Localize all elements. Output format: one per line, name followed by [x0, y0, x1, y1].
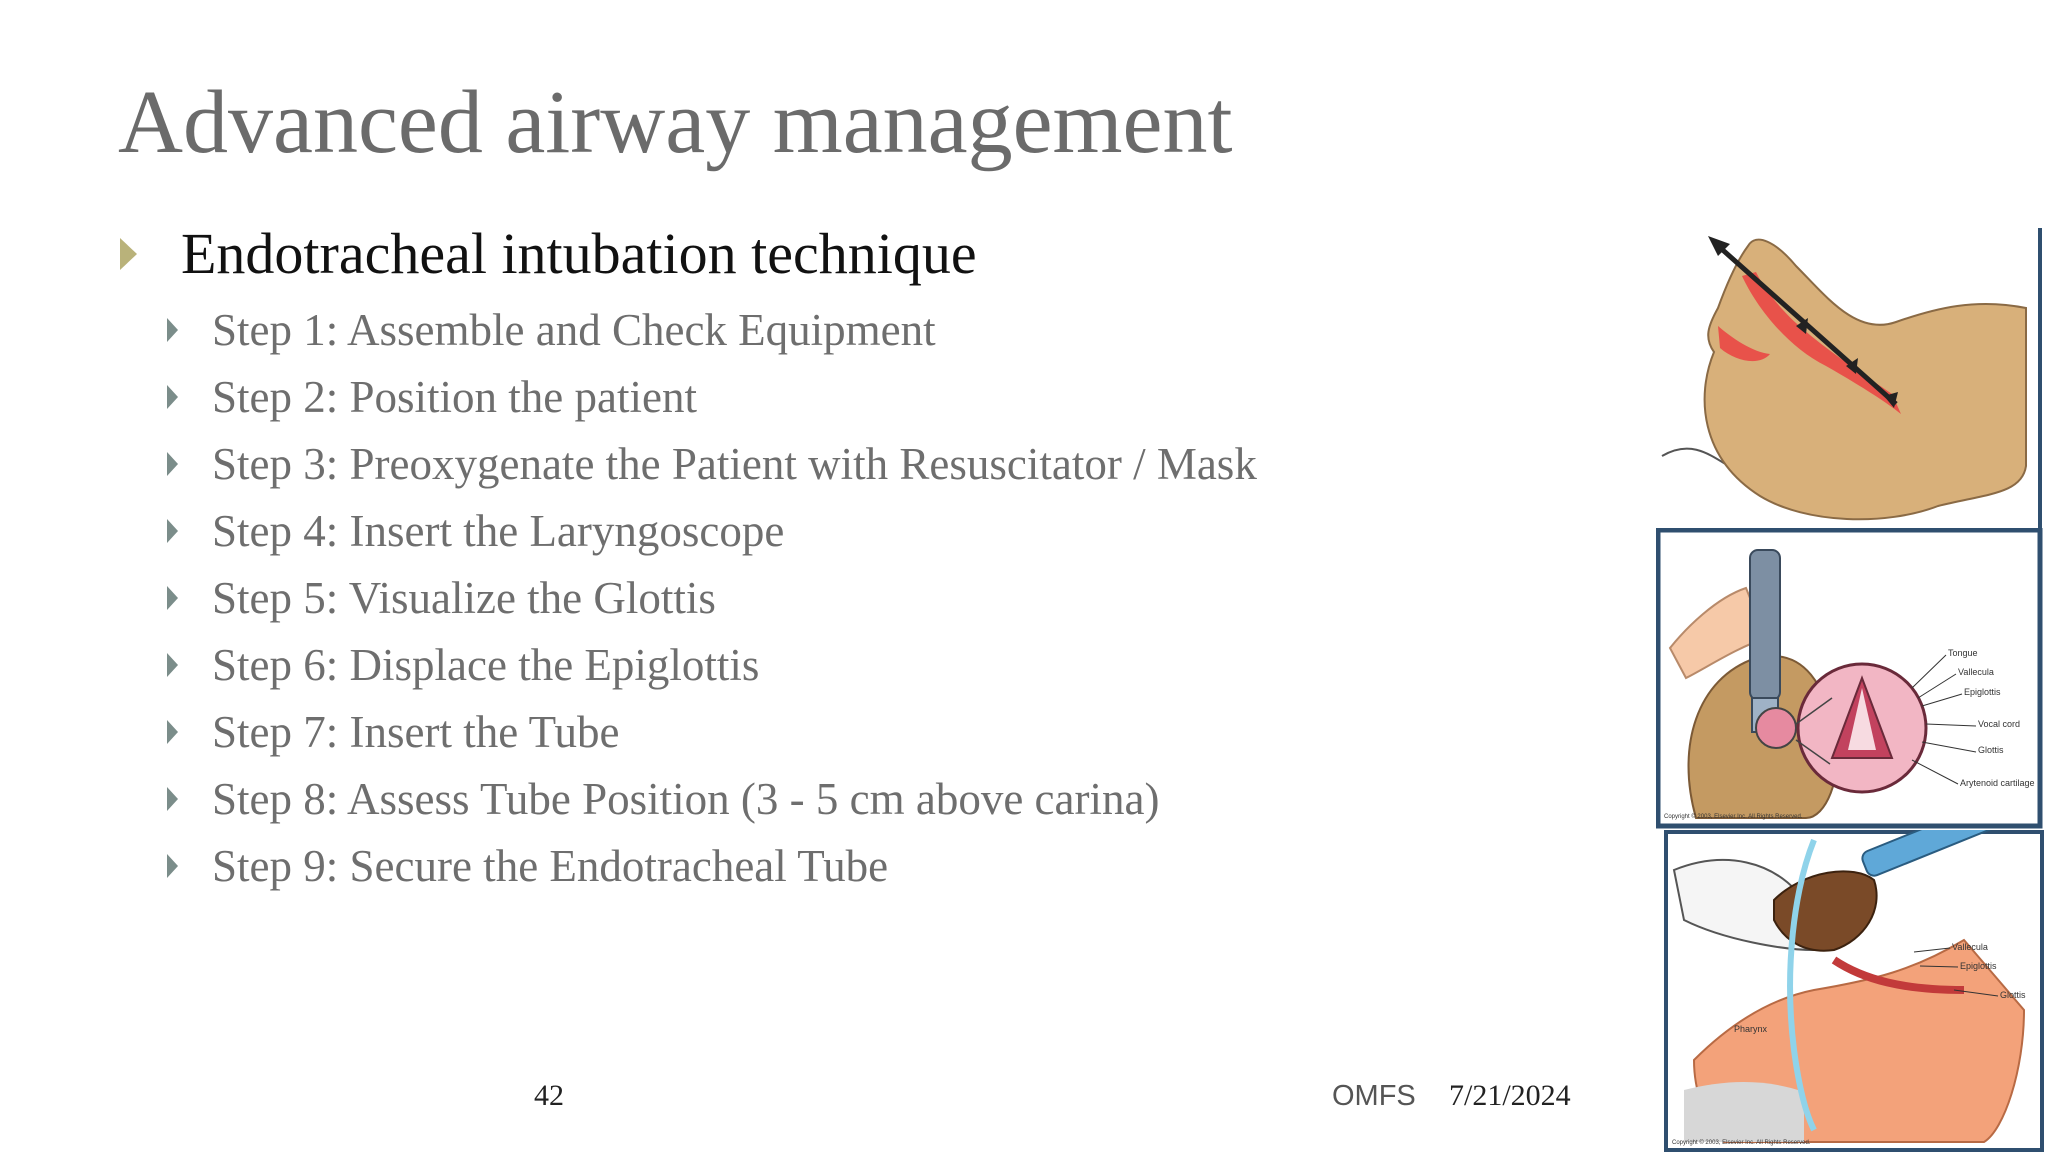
- step-text: Step 4: Insert the Laryngoscope: [212, 505, 785, 556]
- step-text: Step 7: Insert the Tube: [212, 706, 620, 757]
- bullet-arrow-icon: [167, 385, 178, 409]
- label-arytenoid: Arytenoid cartilage: [1960, 778, 2035, 788]
- middle-copyright: Copyright © 2003, Elsevier Inc. All Rights Reserved.: [1664, 814, 1803, 820]
- step-item: [167, 564, 1257, 631]
- bullet-arrow-icon: [167, 519, 178, 543]
- bullet-arrow-icon: [167, 452, 178, 476]
- slide-title: Advanced airway management: [118, 73, 1233, 172]
- bullet-arrow-icon: [167, 854, 178, 878]
- label-vallecula: Vallecula: [1952, 942, 1988, 952]
- bullet-arrow-icon: [167, 720, 178, 744]
- step-text: Step 1: Assemble and Check Equipment: [212, 304, 936, 355]
- tube-insertion-illustration: [1664, 830, 2044, 1152]
- bottom-copyright: Copyright © 2003, Elsevier Inc. All Rights Reserved.: [1672, 1140, 1811, 1146]
- footer-date: 7/21/2024: [1449, 1079, 1571, 1112]
- label-tongue: Tongue: [1948, 648, 1978, 658]
- step-text: Step 6: Displace the Epiglottis: [212, 639, 760, 690]
- step-list: [167, 296, 1257, 899]
- pillow-shape: [1684, 1082, 1804, 1142]
- step-item: [167, 296, 1257, 363]
- step-item: [167, 698, 1257, 765]
- bullet-arrow-icon: [167, 787, 178, 811]
- laryngoscope-handle: [1750, 550, 1780, 700]
- step-item: [167, 363, 1257, 430]
- bullet-arrow-icon: [120, 238, 137, 270]
- step-item: [167, 430, 1257, 497]
- step-text: Step 8: Assess Tube Position (3 - 5 cm above carina): [212, 773, 1160, 824]
- step-item: [167, 497, 1257, 564]
- label-vocal-cord: Vocal cord: [1978, 719, 2021, 729]
- footer-organization: OMFS: [1332, 1080, 1416, 1112]
- main-bullet: [120, 222, 977, 286]
- page-number: 42: [534, 1079, 564, 1112]
- label-glottis: Glottis: [2000, 990, 2026, 1000]
- step-item: [167, 631, 1257, 698]
- label-pharynx: Pharynx: [1734, 1024, 1768, 1034]
- label-epiglottis: Epiglottis: [1964, 687, 2001, 697]
- step-item: [167, 765, 1257, 832]
- main-bullet-text: Endotracheal intubation technique: [181, 221, 977, 286]
- step-text: Step 3: Preoxygenate the Patient with Resuscitator / Mask: [212, 438, 1257, 489]
- head-position-illustration: [1656, 226, 2048, 536]
- bullet-arrow-icon: [167, 653, 178, 677]
- bullet-arrow-icon: [167, 318, 178, 342]
- step-text: Step 2: Position the patient: [212, 371, 697, 422]
- mouth-opening: [1756, 708, 1796, 748]
- label-glottis: Glottis: [1978, 745, 2004, 755]
- bullet-arrow-icon: [167, 586, 178, 610]
- step-text: Step 9: Secure the Endotracheal Tube: [212, 840, 889, 891]
- laryngoscope-view-illustration: [1656, 528, 2044, 830]
- label-vallecula: Vallecula: [1958, 667, 1994, 677]
- step-text: Step 5: Visualize the Glottis: [212, 572, 716, 623]
- label-epiglottis: Epiglottis: [1960, 961, 1997, 971]
- step-item: [167, 832, 1257, 899]
